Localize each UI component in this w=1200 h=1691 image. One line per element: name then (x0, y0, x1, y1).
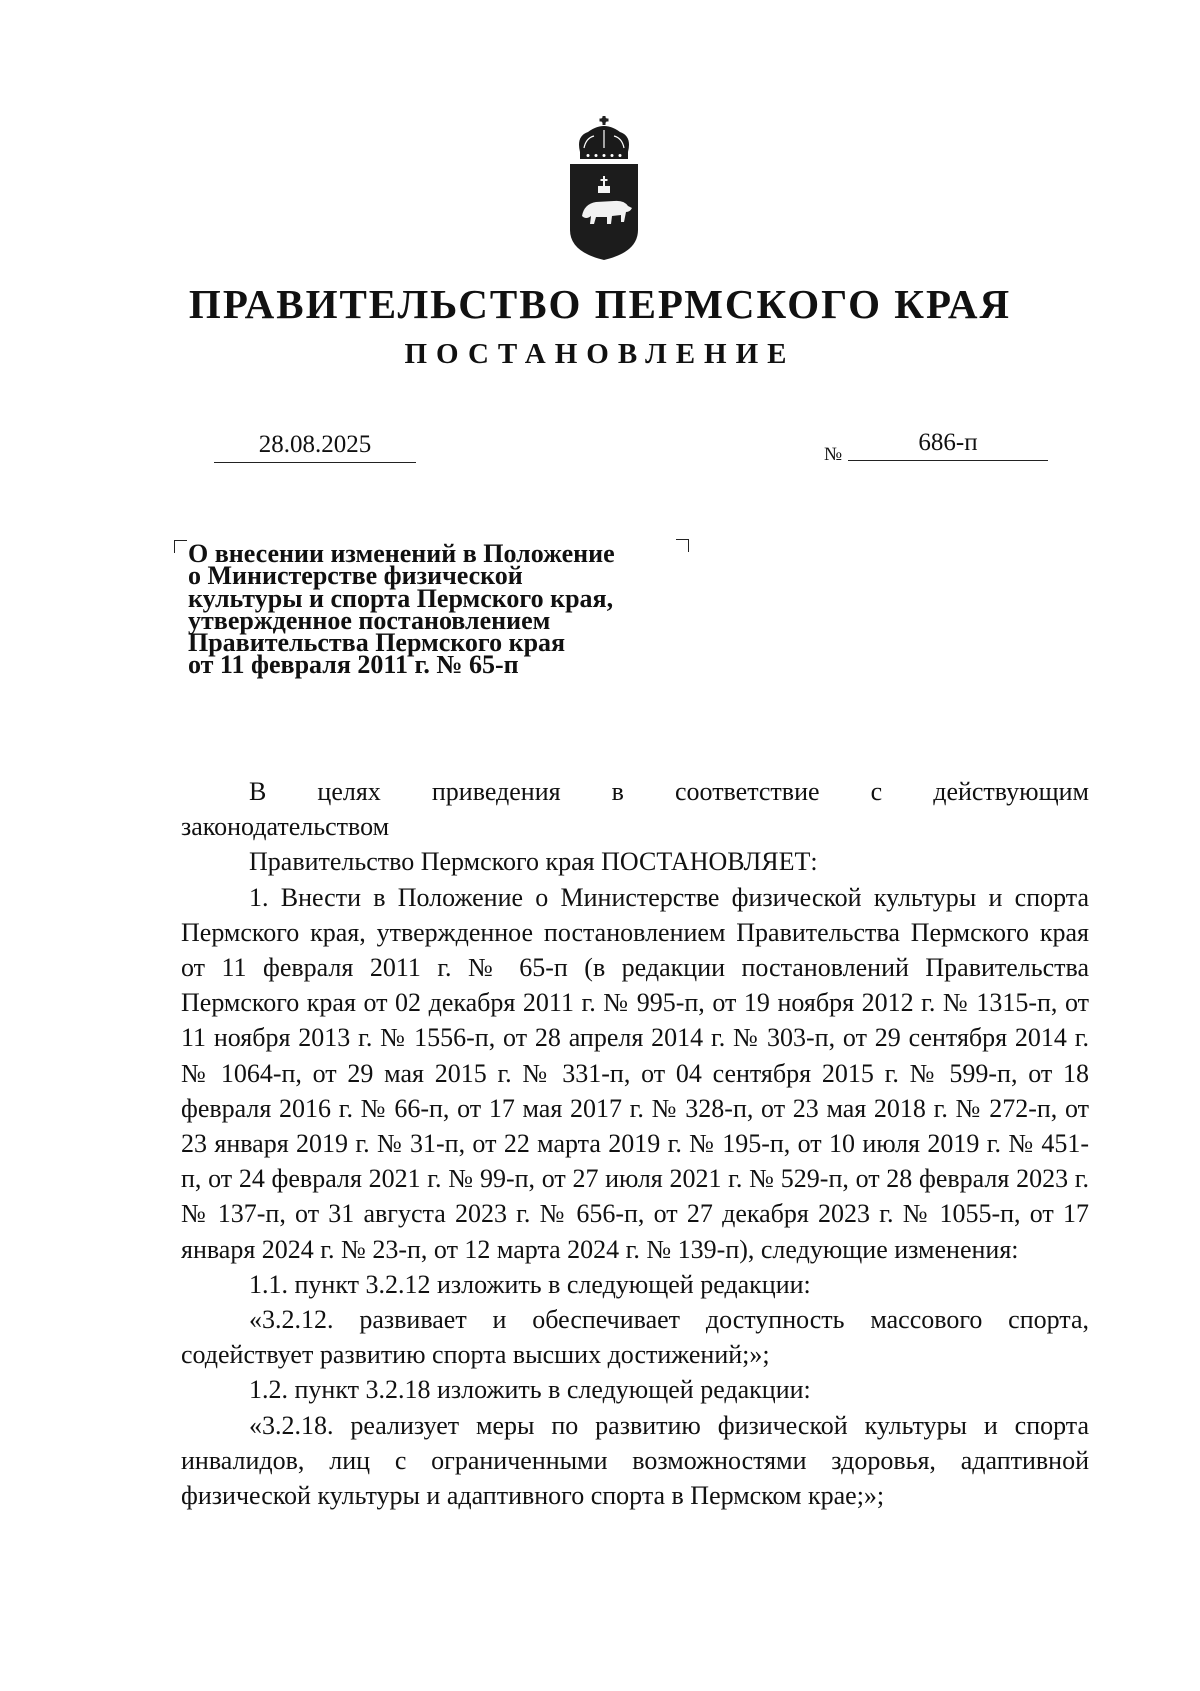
organization-title: ПРАВИТЕЛЬСТВО ПЕРМСКОГО КРАЯ (188, 281, 1012, 327)
paragraph-quote-3-2-12: «3.2.12. развивает и обеспечивает доступность массового спорта, содействует развитию спорта высших достижений;»; (181, 1305, 1089, 1370)
paragraph-item-1: 1. Внести в Положение о Министерстве физической культуры и спорта Пермского края, утвержденное постановлением Правительства Пермского края от 11 февраля 2011 г. № 65-п (в редакции постановлений Правительства Пермского края от 02 декабря 2011 г. № 995-п, от 19 ноября 2012 г. № 1315-п, от 11 ноября 2013 г. № 1556-п, от 28 апреля 2014 г. № 303-п, от 29 сентября 2014 г. № 1064-п, от 29 мая 2015 г. № 331-п, от 04 сентября 2015 г. № 599-п, от 18 февраля 2016 г. № 66-п, от 17 мая 2017 г. № 328-п, от 23 мая 2018 г. № 272-п, от 23 января 2019 г. № 31-п, от 22 марта 2019 г. № 195-п, от 10 июля 2019 г. № 451-п, от 24 февраля 2021 г. № 99-п, от 27 июля 2021 г. № 529-п, от 28 февраля 2023 г. № 137-п, от 31 августа 2023 г. № 656-п, от 27 декабря 2023 г. № 1055-п, от 17 января 2024 г. № 23-п, от 12 марта 2024 г. № 139-п), следующие изменения: (181, 882, 1089, 1264)
document-date: 28.08.2025 (214, 428, 416, 463)
paragraph-resolves: Правительство Пермского края ПОСТАНОВЛЯЕТ: (249, 847, 818, 877)
subject-line: Правительства Пермского края (188, 628, 566, 658)
subject-line: культуры и спорта Пермского края, (188, 583, 614, 613)
paragraph-item-1-2: 1.2. пункт 3.2.18 изложить в следующей редакции: (249, 1375, 811, 1405)
subject-line: утвержденное постановлением (188, 605, 551, 635)
document-subject (188, 539, 688, 680)
subject-line: о Министерстве физической (188, 561, 523, 591)
paragraph-purpose-end: законодательством (181, 812, 390, 842)
subject-line: от 11 февраля 2011 г. № 65-п (188, 650, 519, 680)
coat-of-arms-icon (566, 112, 642, 262)
document-body (181, 774, 1089, 1513)
paragraph-purpose: В целях приведения в соответствие с действующим (249, 777, 1089, 806)
paragraph-item-1-1: 1.1. пункт 3.2.12 изложить в следующей редакции: (249, 1269, 811, 1299)
subject-line: О внесении изменений в Положение (188, 539, 615, 568)
document-number: 686-п (848, 426, 1048, 461)
document-type: ПОСТАНОВЛЕНИЕ (404, 338, 796, 370)
subject-bracket-left (174, 540, 187, 553)
paragraph-quote-3-2-18: «3.2.18. реализует меры по развитию физической культуры и спорта инвалидов, лиц с ограниченными возможностями здоровья, адаптивной физической культуры и адаптивного спорта в Пермском крае;»; (181, 1410, 1089, 1511)
number-label: № (824, 444, 843, 465)
